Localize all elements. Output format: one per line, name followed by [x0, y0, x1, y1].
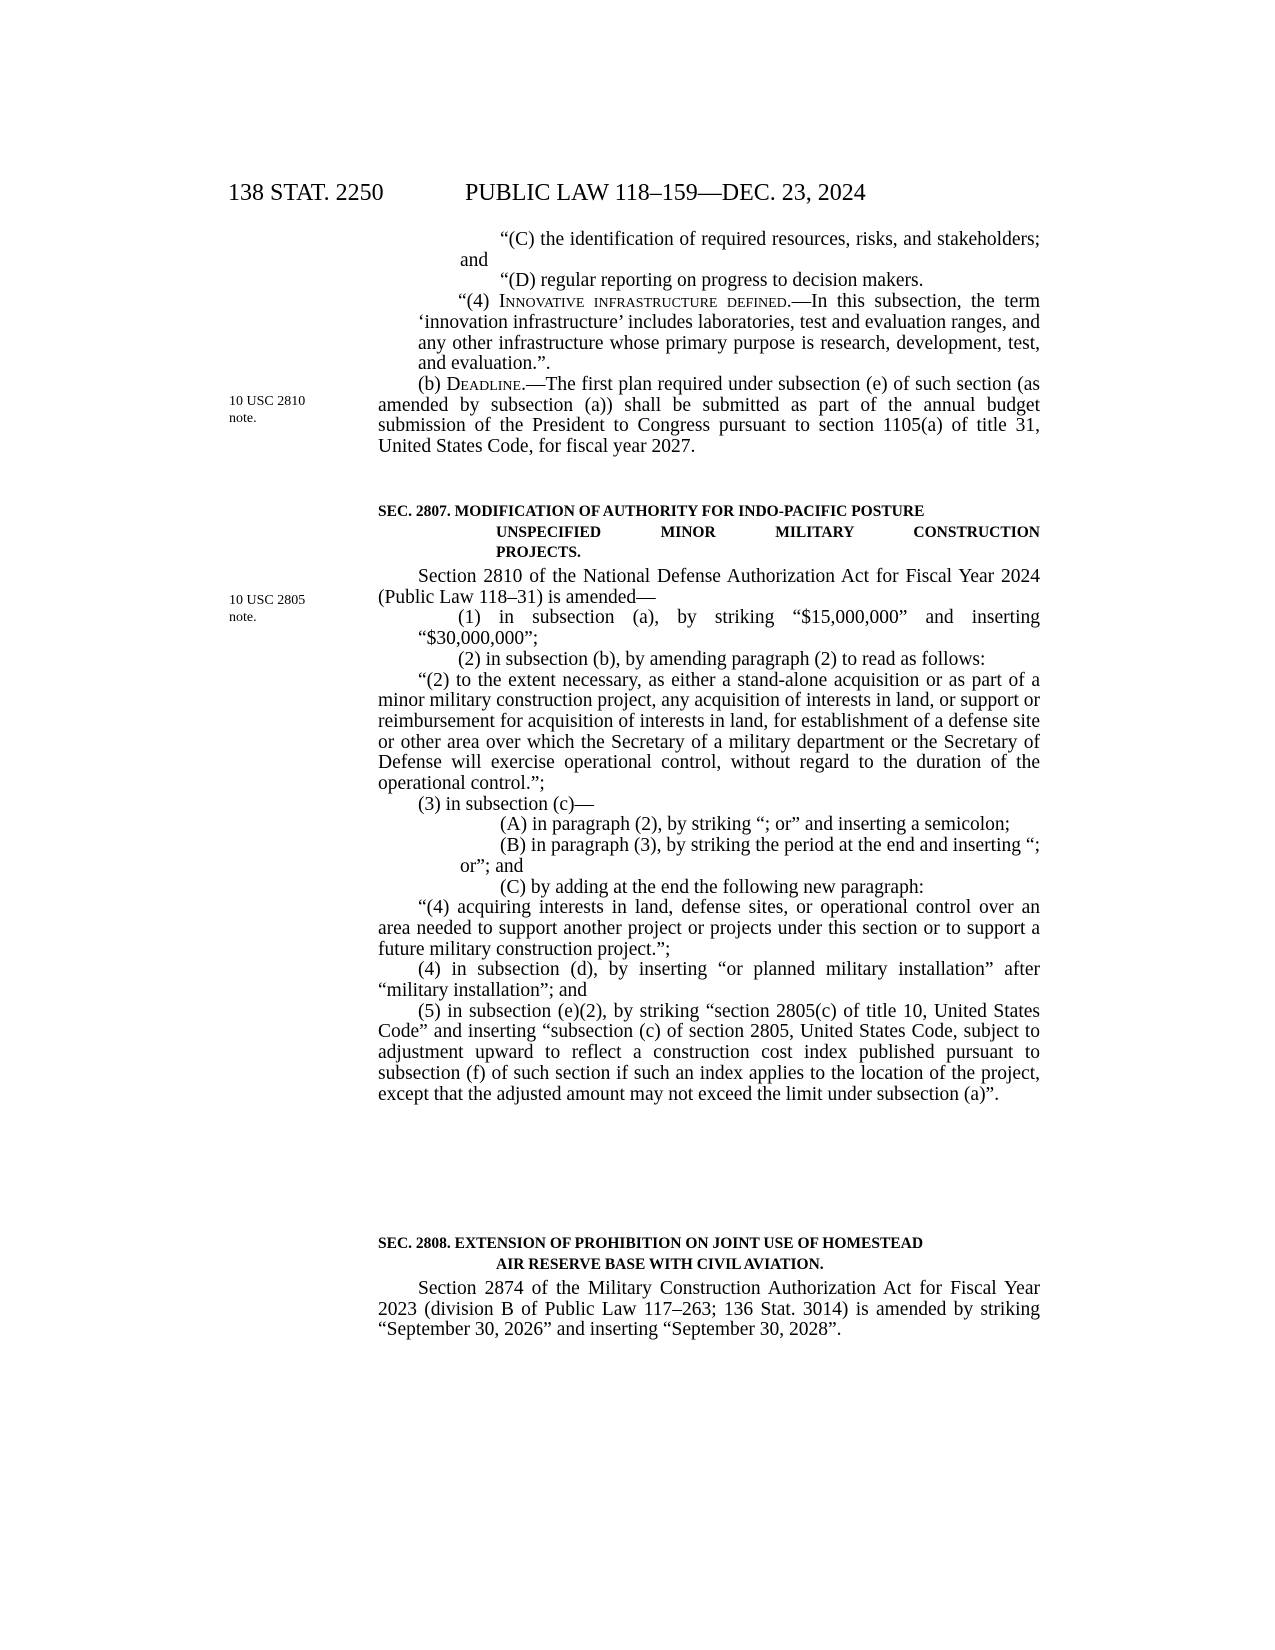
paragraph-5: (5) in subsection (e)(2), by striking “section 2805(c) of title 10, United States Code” and inserting “subsection (c) of section 2805, United States Code, subject to adjustment upward to reflect a construction cost index published pursuant to subsection (f) of such section if such an index applies to the location of the project, except that the adjusted amount may not exceed the limit under subsection (a)”. — [378, 1000, 1040, 1105]
paragraph-heading: Deadline — [446, 373, 522, 395]
paragraph-heading: Innovative infrastructure defined — [498, 291, 787, 313]
margin-note-2805 — [229, 592, 349, 626]
page-header — [228, 180, 1048, 220]
margin-note-line: note. — [229, 610, 257, 625]
section-heading — [378, 1234, 1040, 1275]
heading-line: PROJECTS. — [496, 544, 581, 561]
margin-note-line: 10 USC 2805 — [229, 593, 306, 608]
paragraph-1: (1) in subsection (a), by striking “$15,000,000” and inserting “$30,000,000”; — [418, 607, 1040, 650]
margin-note-2810 — [229, 393, 349, 427]
paragraph-number: (b) — [418, 373, 447, 395]
heading-line: UNSPECIFIED MINOR MILITARY CONSTRUCTION — [496, 523, 1040, 541]
paragraph-D: “(D) regular reporting on progress to decision makers. — [500, 270, 924, 292]
paragraph-4: (4) in subsection (d), by inserting “or planned military installation” after “military installation”; and — [378, 959, 1040, 1002]
section-2808-body — [378, 1279, 1040, 1341]
paragraph-3B: (B) in paragraph (3), by striking the period at the end and inserting “; or”; and — [460, 835, 1040, 877]
section-2807-heading — [378, 502, 1040, 564]
heading-line: SEC. 2808. EXTENSION OF PROHIBITION ON JOINT USE OF HOMESTEAD — [378, 1235, 924, 1252]
heading-line: AIR RESERVE BASE WITH CIVIL AVIATION. — [496, 1255, 824, 1273]
paragraph-text: .—The first plan required under subsection (e) of such section (as amended by subsection (a)) shall be submitted as part of the annual budget submission of the President to Congress pursuant to section 1105(a) of title 31, United States Code, for fiscal year 2027. — [378, 373, 1040, 458]
margin-note-line: 10 USC 2810 — [229, 394, 306, 409]
paragraph-3A: (A) in paragraph (2), by striking “; or” and inserting a semicolon; — [500, 814, 1011, 836]
block-continuation — [378, 230, 1040, 458]
public-law-title: PUBLIC LAW 118–159—DEC. 23, 2024 — [465, 180, 866, 206]
heading-line: SEC. 2807. MODIFICATION OF AUTHORITY FOR INDO-PACIFIC POSTURE — [378, 503, 925, 520]
paragraph-text: .—In this subsection, the term ‘innovation infrastructure’ includes laboratories, test and evaluation ranges, and any other infrastructure whose primary purpose is research, development, test, and evaluation.”. — [418, 291, 1040, 375]
paragraph-3C: (C) by adding at the end the following new paragraph: — [500, 876, 925, 898]
section-2808-heading — [378, 1234, 1040, 1275]
margin-note-line: note. — [229, 411, 257, 426]
paragraph-3C-quote: “(4) acquiring interests in land, defense sites, or operational control over an area needed to support another project or projects under this section or to support a future military construction project.”; — [378, 897, 1040, 960]
paragraph-C: “(C) the identification of required resources, risks, and stakeholders; and — [460, 229, 1040, 271]
paragraph-b — [378, 375, 1040, 458]
section-2807-body — [378, 567, 1040, 1105]
paragraph-3: (3) in subsection (c)— — [418, 793, 594, 815]
section-intro: Section 2810 of the National Defense Authorization Act for Fiscal Year 2024 (Public Law 118–31) is amended— — [378, 566, 1040, 608]
paragraph-2: (2) in subsection (b), by amending paragraph (2) to read as follows: — [458, 648, 986, 670]
paragraph-number: “(4) — [458, 291, 499, 313]
stat-page-number: 138 STAT. 2250 — [228, 180, 384, 206]
section-heading — [378, 502, 1040, 564]
section-text: Section 2874 of the Military Construction Authorization Act for Fiscal Year 2023 (division B of Public Law 117–263; 136 Stat. 3014) is amended by striking “September 30, 2026” and inserting “September 30, 2028”. — [378, 1278, 1040, 1341]
paragraph-4 — [378, 292, 1040, 375]
paragraph-2-quote: “(2) to the extent necessary, as either a stand-alone acquisition or as part of a minor military construction project, any acquisition of interests in land, or support or reimbursement for acquisition of interests in land, for establishment of a defense site or other area over which the Secretary of a military department or the Secretary of Defense will exercise operational control, without regard to the duration of the operational control.”; — [378, 669, 1040, 795]
